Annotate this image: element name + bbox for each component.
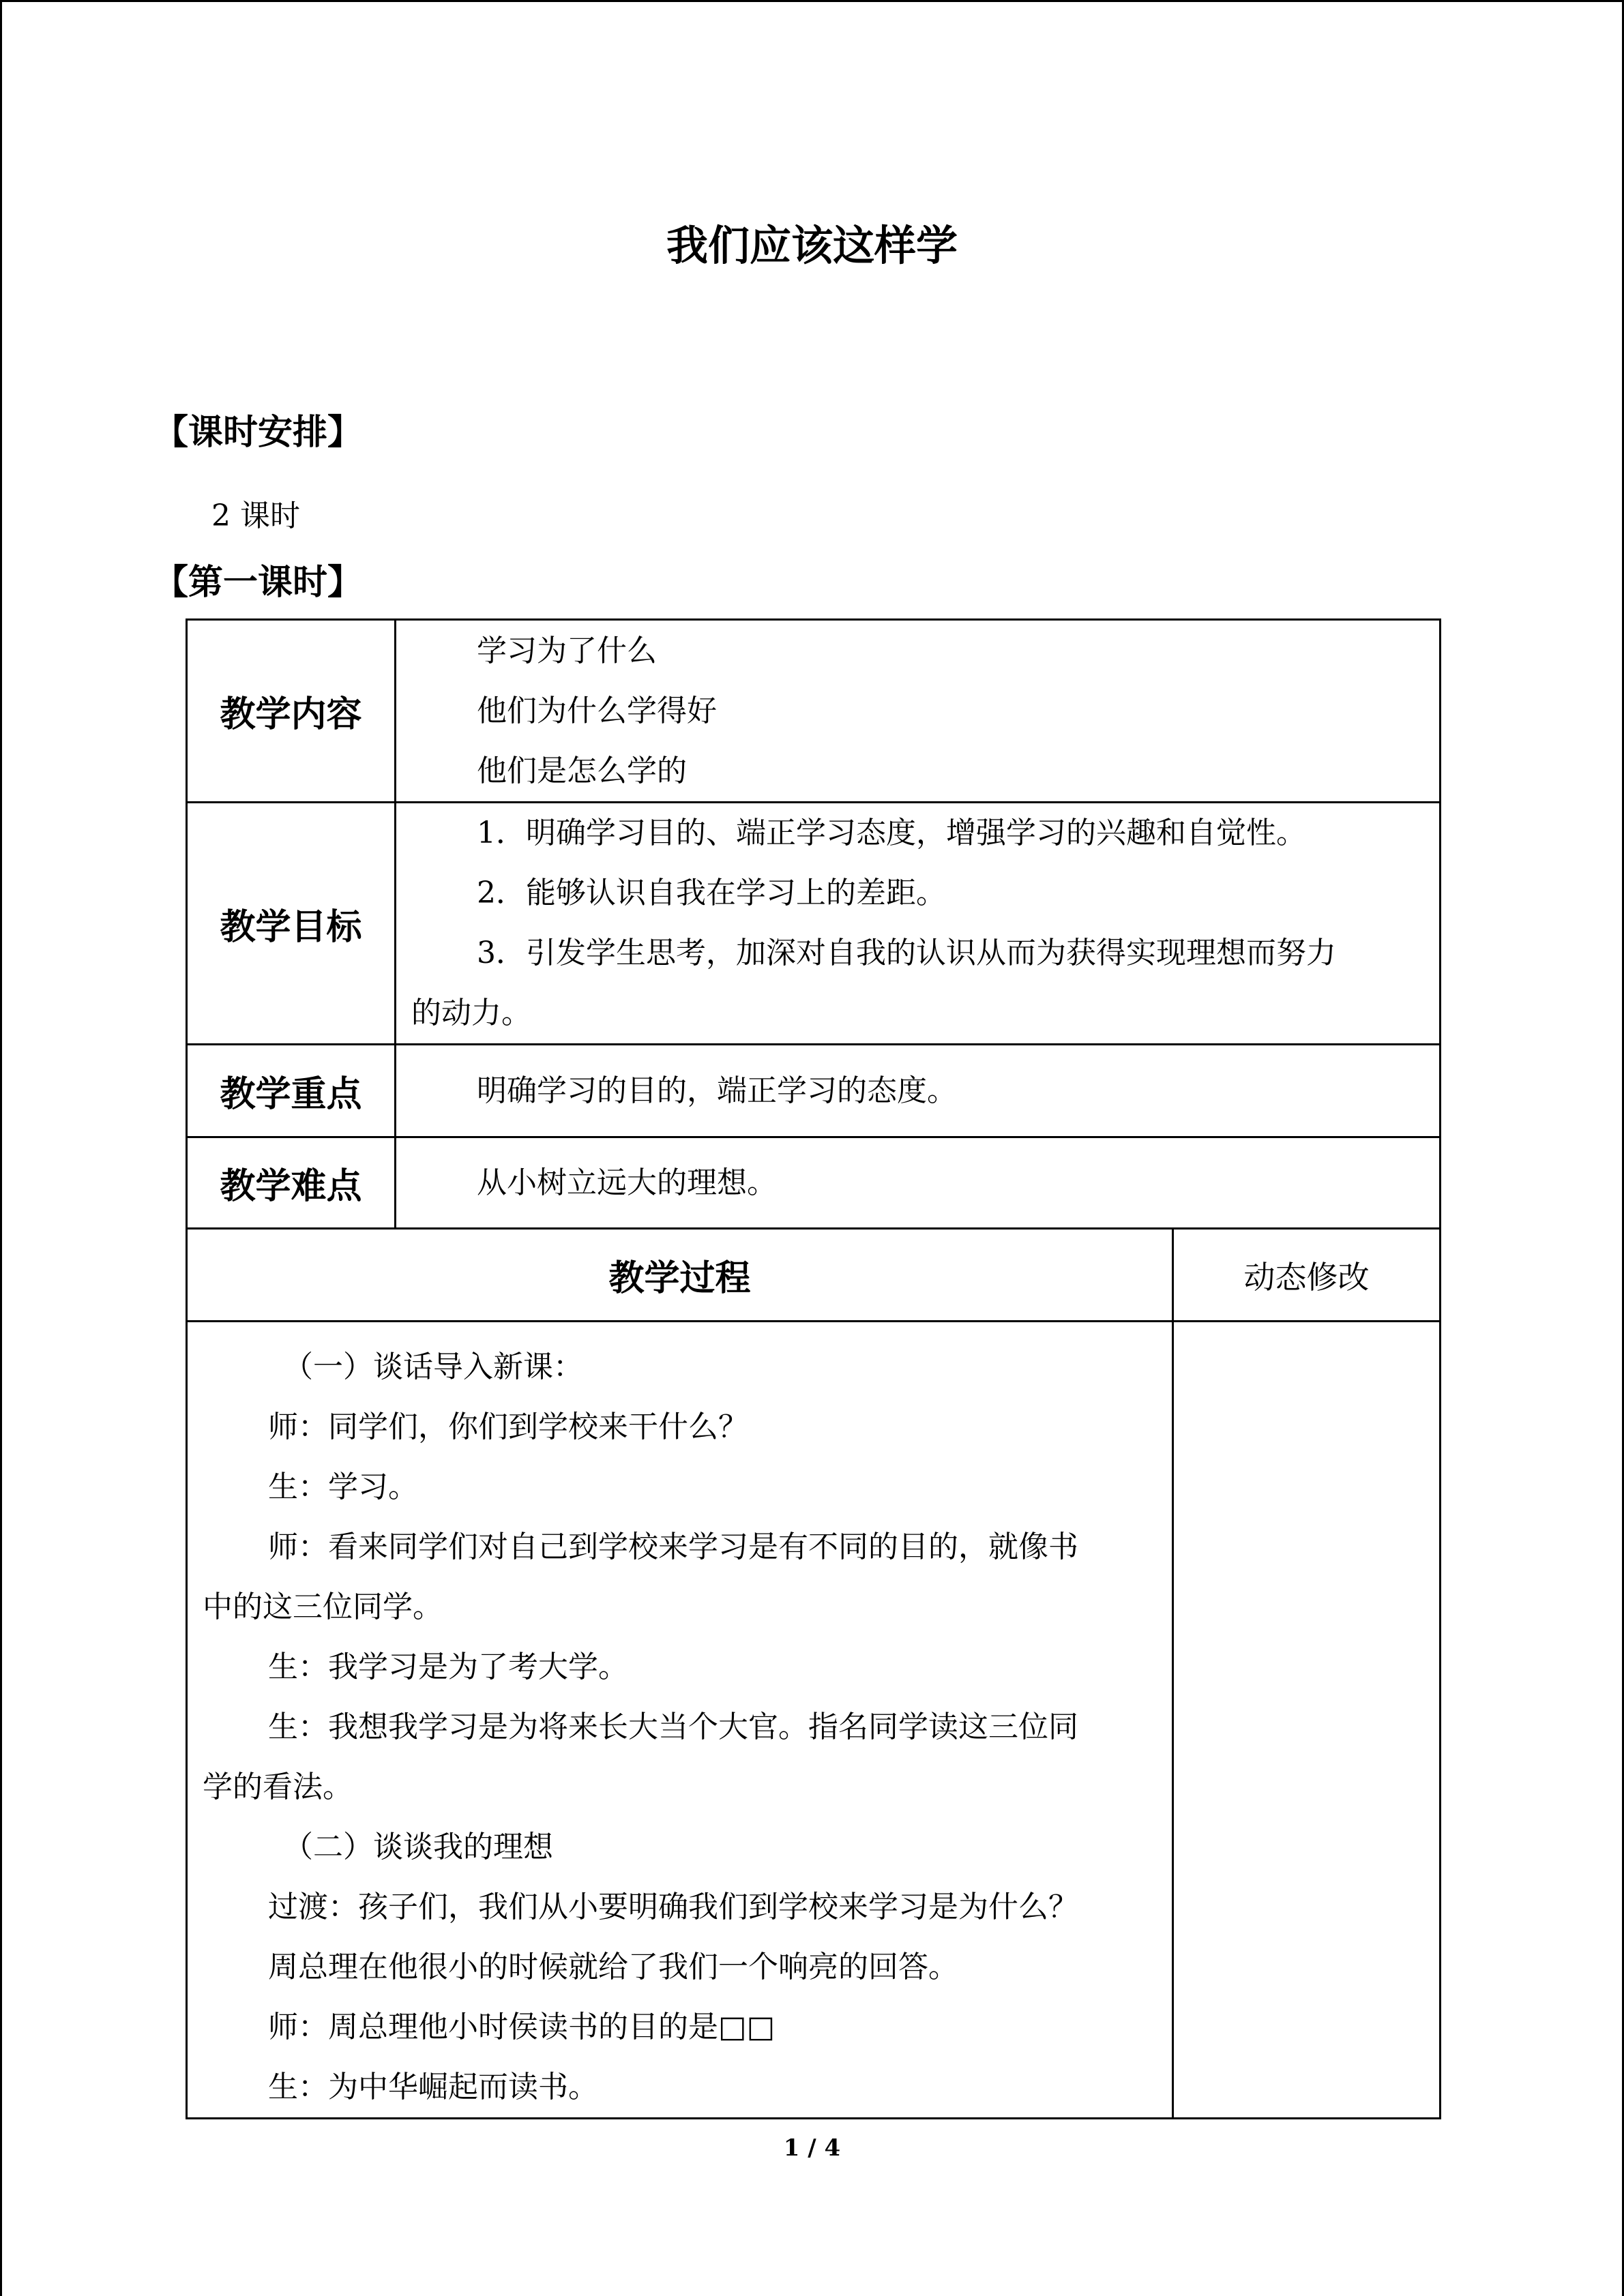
row-key-point [187, 1045, 1441, 1137]
process-line: （二）谈谈我的理想 [283, 1830, 553, 1864]
process-line: 生：为中华崛起而读书。 [268, 2070, 598, 2104]
process-line: （一）谈话导入新课： [283, 1350, 583, 1384]
row-process-header [187, 1229, 1441, 1322]
page-title: 我们应该这样学 [666, 222, 958, 270]
schedule-value: 2 课时 [211, 498, 300, 533]
row-goals [187, 803, 1441, 1045]
process-line: 生：学习。 [268, 1470, 418, 1504]
first-lesson-heading: 【第一课时】 [153, 563, 363, 603]
teaching-goals-cell [396, 803, 1441, 1045]
label-key-point: 教学重点 [187, 1045, 396, 1137]
goal-line: 1．明确学习目的、端正学习态度，增强学习的兴趣和自觉性。 [477, 816, 1306, 850]
schedule-heading: 【课时安排】 [153, 413, 363, 453]
row-difficulty [187, 1137, 1441, 1229]
row-process-body [187, 1322, 1441, 2119]
goal-line: 2．能够认识自我在学习上的差距。 [477, 876, 946, 910]
label-difficulty: 教学难点 [187, 1137, 396, 1229]
content-line: 学习为了什么 [477, 633, 657, 668]
process-line: 学的看法。 [203, 1770, 353, 1804]
row-content [187, 620, 1441, 803]
process-line: 师：看来同学们对自己到学校来学习是有不同的目的，就像书 [268, 1530, 1078, 1564]
process-line: 过渡：孩子们，我们从小要明确我们到学校来学习是为什么？ [268, 1890, 1078, 1924]
dynamic-edit-cell [1173, 1322, 1441, 2119]
process-content-cell [187, 1322, 1173, 2119]
key-point-text: 明确学习的目的，端正学习的态度。 [477, 1073, 957, 1108]
process-line: 师：周总理他小时侯读书的目的是□□ [268, 2010, 776, 2044]
dynamic-edit-header: 动态修改 [1173, 1229, 1441, 1322]
key-point-cell [396, 1045, 1441, 1137]
process-line: 生：我学习是为了考大学。 [268, 1650, 628, 1684]
process-header: 教学过程 [187, 1229, 1173, 1322]
label-teaching-goals: 教学目标 [187, 803, 396, 1045]
process-line: 师：同学们，你们到学校来干什么？ [268, 1410, 748, 1444]
process-line: 生：我想我学习是为将来长大当个大官。指名同学读这三位同 [268, 1710, 1078, 1744]
goal-line: 的动力。 [411, 996, 531, 1030]
lesson-plan-table [186, 618, 1441, 2119]
teaching-content-cell [396, 620, 1441, 803]
goal-line: 3．引发学生思考，加深对自我的认识从而为获得实现理想而努力 [477, 936, 1336, 970]
process-line: 中的这三位同学。 [203, 1590, 443, 1624]
page-indicator: 1 / 4 [783, 2134, 841, 2162]
content-line: 他们是怎么学的 [477, 753, 687, 788]
content-line: 他们为什么学得好 [477, 693, 717, 728]
process-line: 周总理在他很小的时候就给了我们一个响亮的回答。 [268, 1950, 958, 1984]
difficulty-text: 从小树立远大的理想。 [477, 1165, 777, 1200]
difficulty-cell [396, 1137, 1441, 1229]
label-teaching-content: 教学内容 [187, 620, 396, 803]
